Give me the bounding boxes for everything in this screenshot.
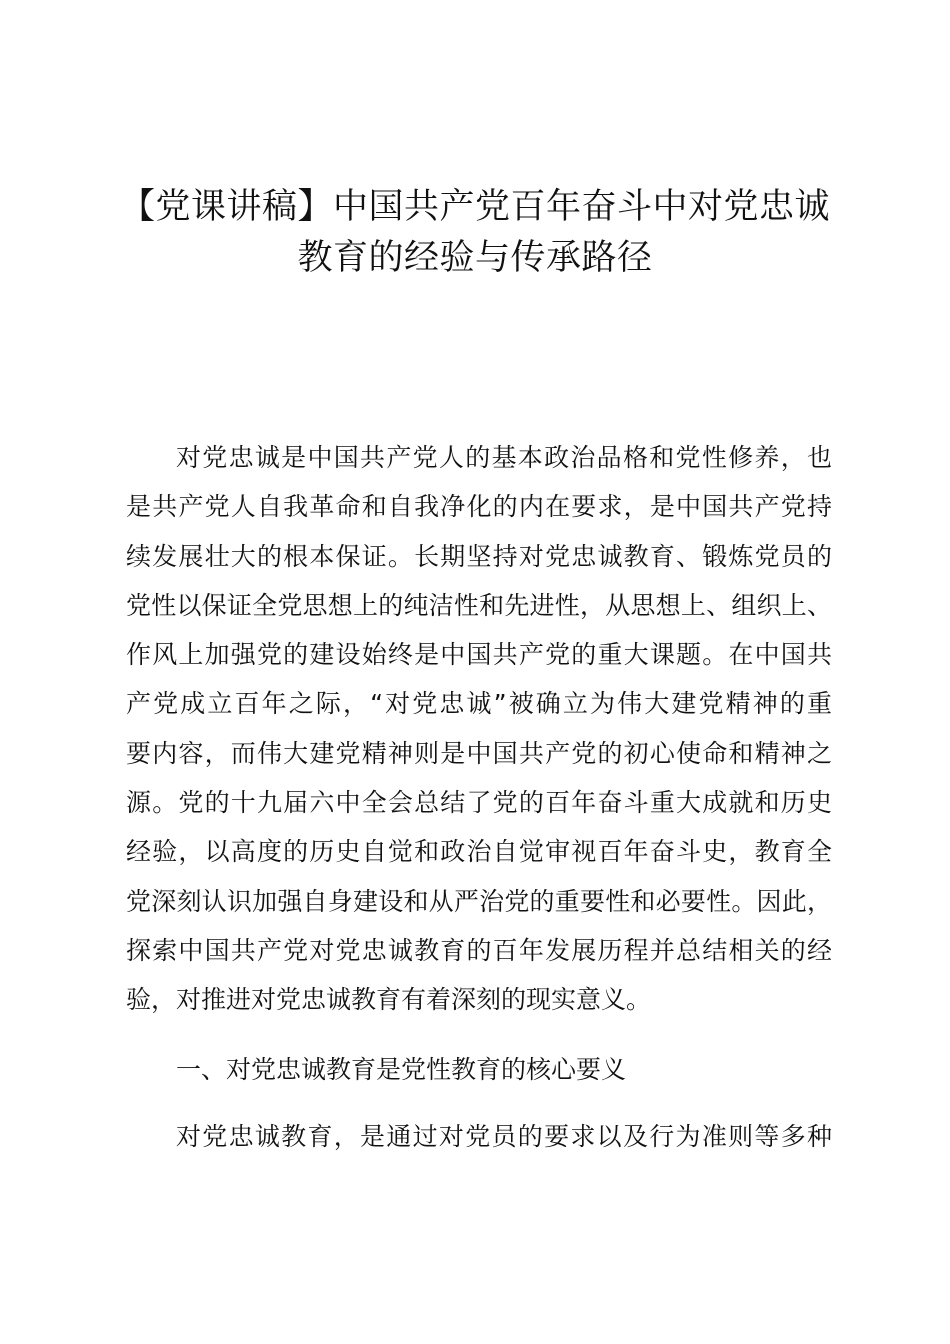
section-heading: 一、对党忠诚教育是党性教育的核心要义 — [176, 1055, 627, 1084]
paragraph-line: 源。党的十九届六中全会总结了党的百年奋斗重大成就和历史 — [126, 788, 832, 818]
title-line-2: 教育的经验与传承路径 — [297, 238, 653, 278]
document-title — [100, 182, 850, 284]
intro-paragraph — [126, 433, 832, 1025]
paragraph-line: 验，对推进对党忠诚教育有着深刻的现实意义。 — [126, 985, 652, 1015]
paragraph-line: 续发展壮大的根本保证。长期坚持对党忠诚教育、锻炼党员的 — [126, 541, 832, 571]
paragraph-line: 党性以保证全党思想上的纯洁性和先进性，从思想上、组织上、 — [126, 590, 832, 620]
paragraph-line: 党深刻认识加强自身建设和从严治党的重要性和必要性。因此， — [126, 886, 832, 916]
paragraph-line: 经验，以高度的历史自觉和政治自觉审视百年奋斗史，教育全 — [126, 837, 832, 867]
section-paragraph — [126, 1112, 832, 1161]
paragraph-line: 对党忠诚是中国共产党人的基本政治品格和党性修养，也 — [176, 443, 832, 472]
paragraph-line: 作风上加强党的建设始终是中国共产党的重大课题。在中国共 — [126, 640, 832, 670]
paragraph-line: 对党忠诚教育，是通过对党员的要求以及行为准则等多种 — [176, 1122, 832, 1151]
title-line-1: 【党课讲稿】中国共产党百年奋斗中对党忠诚 — [119, 187, 830, 227]
paragraph-line: 探索中国共产党对党忠诚教育的百年发展历程并总结相关的经 — [126, 935, 832, 965]
paragraph-line: 要内容，而伟大建党精神则是中国共产党的初心使命和精神之 — [126, 738, 832, 768]
paragraph-line: 产党成立百年之际，“对党忠诚”被确立为伟大建党精神的重 — [126, 689, 832, 719]
paragraph-line: 是共产党人自我革命和自我净化的内在要求，是中国共产党持 — [126, 492, 832, 522]
